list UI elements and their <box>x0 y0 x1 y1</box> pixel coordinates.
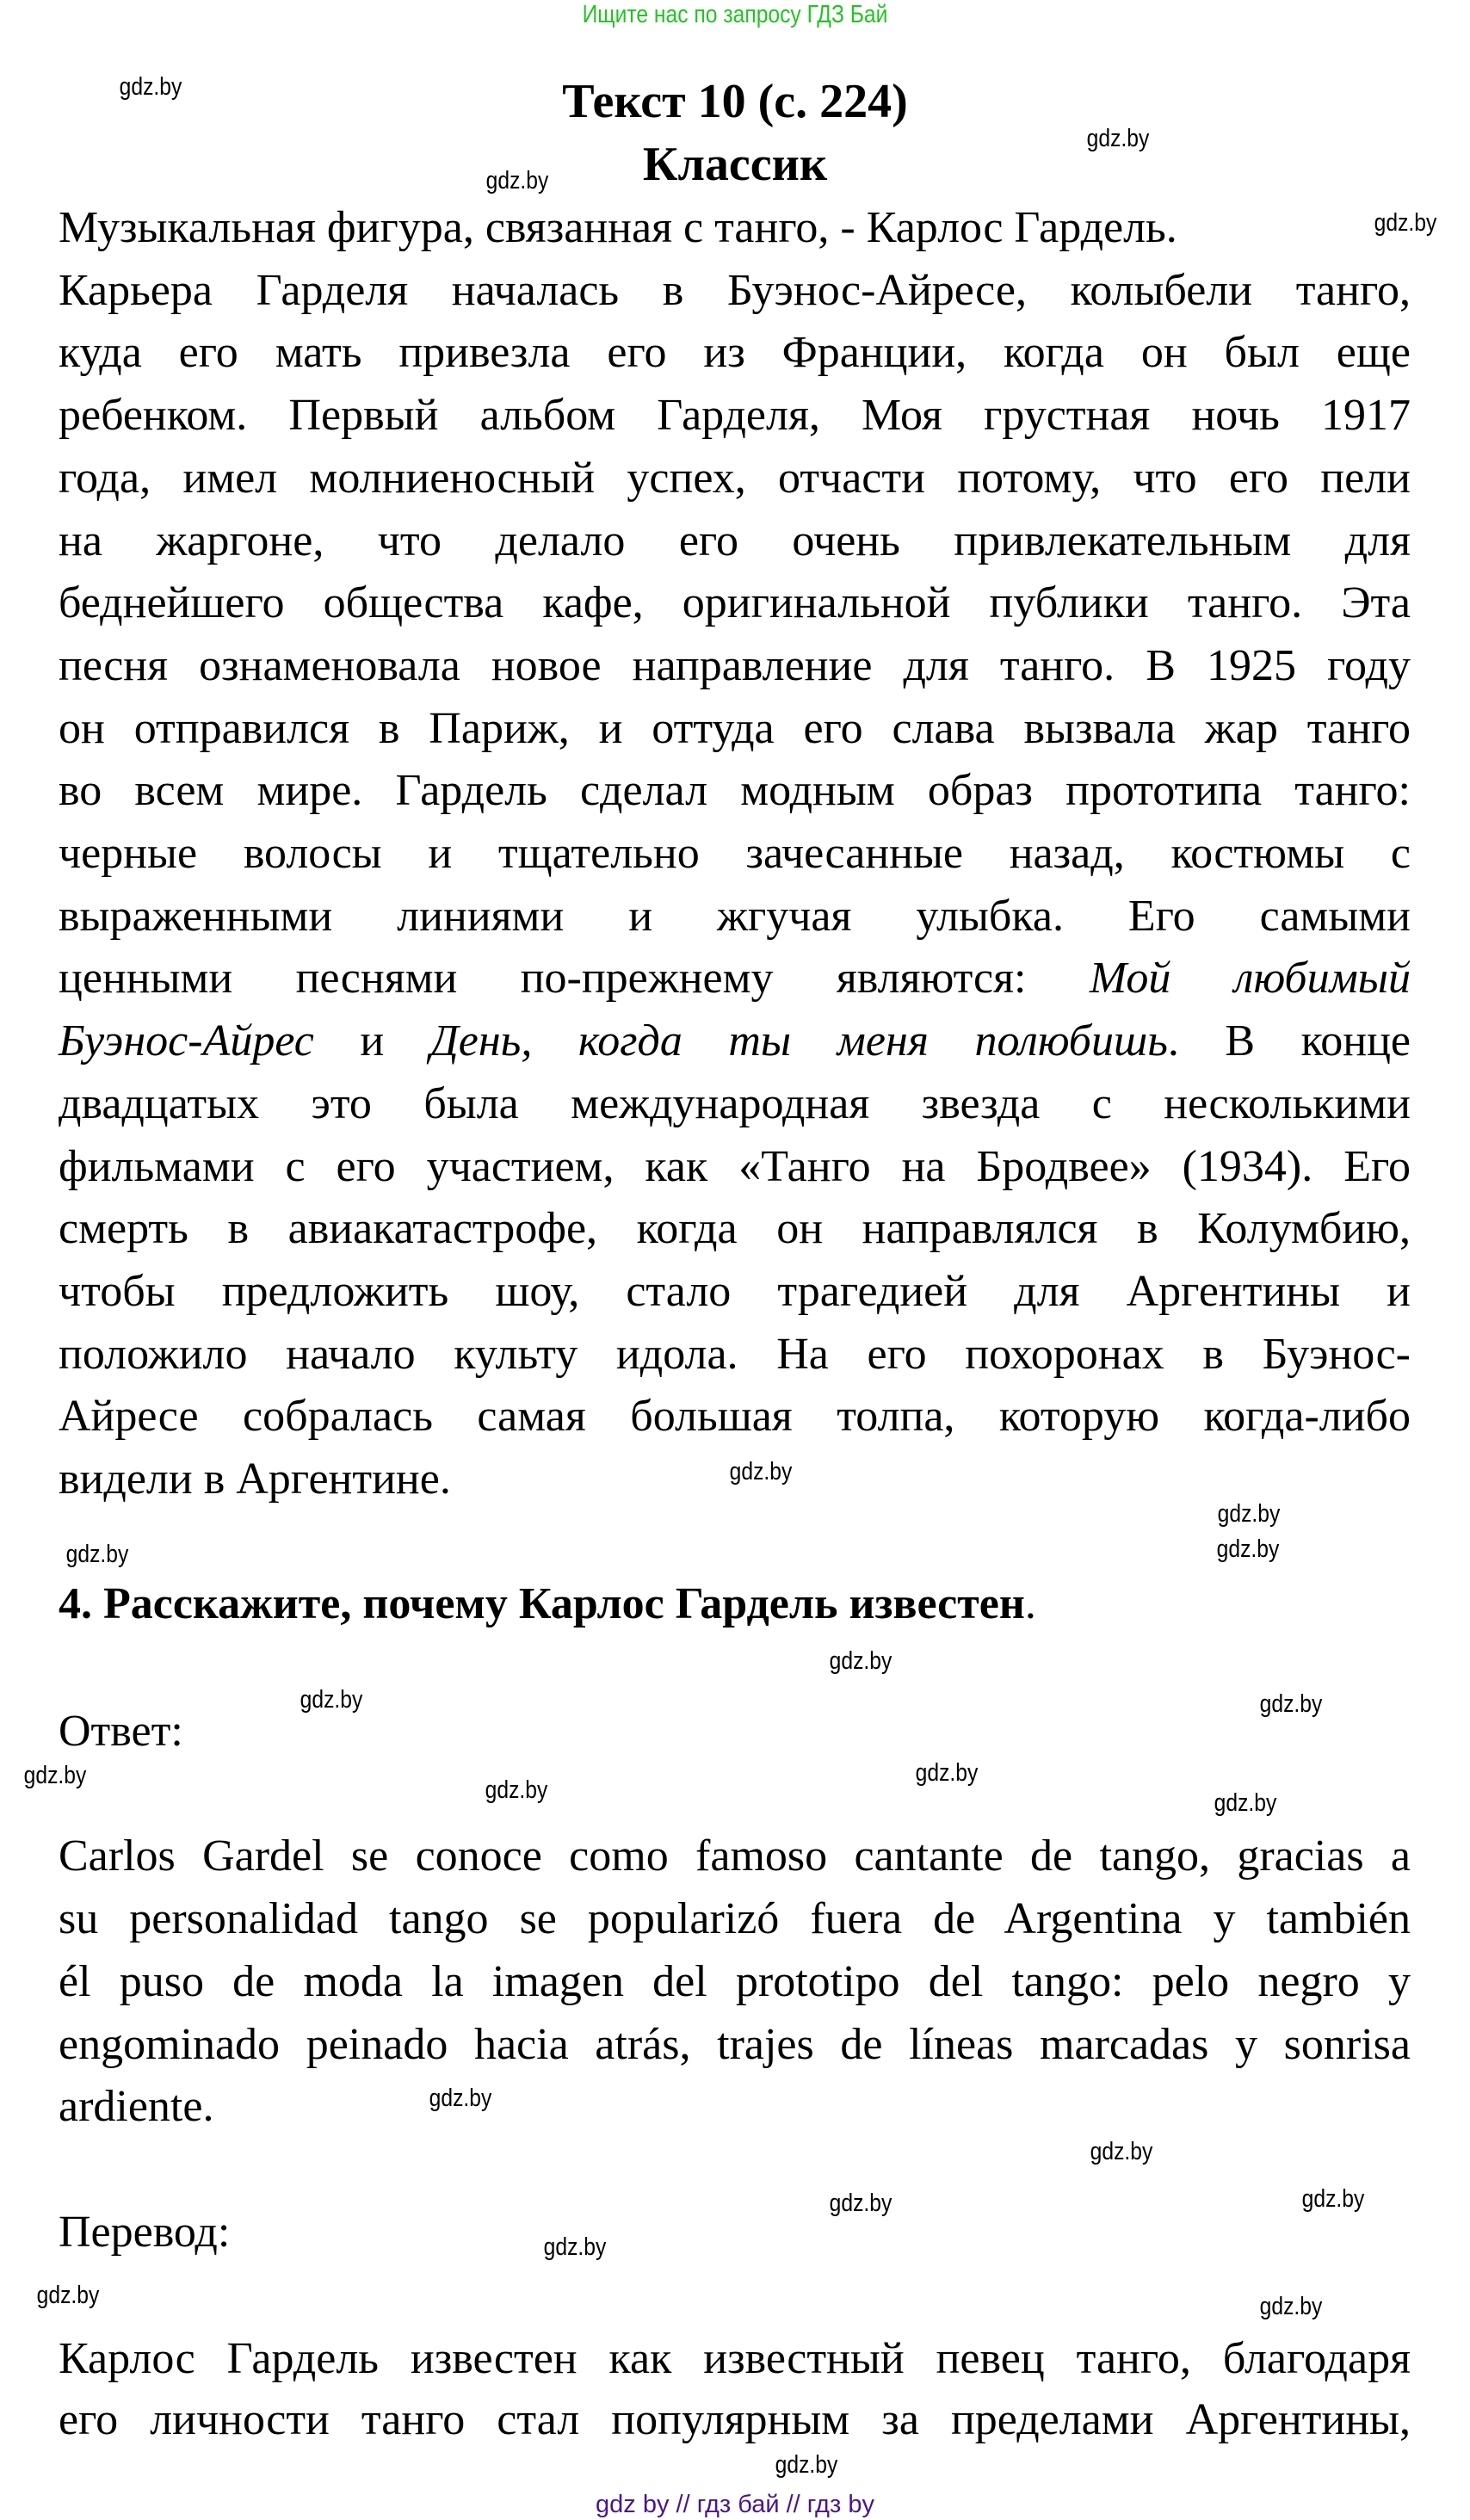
text-segment: Карьера Гарделя началась в Буэнос-Айресе, колыбели танго, <box>59 265 1411 315</box>
paragraph-line <box>59 1265 1411 1319</box>
watermark-text: gdz.by <box>1374 209 1437 237</box>
watermark-text: gdz.by <box>1301 2185 1365 2213</box>
watermark-text: gdz.by <box>775 2451 838 2479</box>
text-segment: Карлос Гардель известен как известный певец танго, благодаря <box>59 2334 1411 2383</box>
footer-links[interactable]: gdz by // гдз бай // гдз by <box>596 2491 874 2518</box>
text-segment: во всем мире. Гардель сделал модным образ прототипа танго: <box>59 766 1411 816</box>
watermark-text: gdz.by <box>1214 1789 1277 1817</box>
answer-line <box>59 1830 1411 1883</box>
paragraph-line <box>59 764 1411 818</box>
watermark-text: gdz.by <box>300 1686 363 1714</box>
paragraph-line <box>59 952 1411 1005</box>
paragraph-line <box>59 264 1411 318</box>
paragraph-line <box>59 827 1411 880</box>
text-segment: и <box>313 1016 430 1066</box>
watermark-text: gdz.by <box>915 1759 979 1787</box>
italic-title-text: День, когда ты меня полюбишь <box>429 1016 1168 1066</box>
paragraph-line <box>59 515 1411 568</box>
text-segment: su personalidad tango se popularizó fuera de Argentina y también <box>59 1894 1411 1943</box>
paragraph-line <box>59 1202 1411 1256</box>
watermark-text: gdz.by <box>429 2085 492 2112</box>
italic-title-text: Мой любимый <box>1089 954 1411 1004</box>
search-banner[interactable]: Ищите нас по запросу ГДЗ Бай <box>582 1 888 28</box>
paragraph-line <box>59 1390 1411 1443</box>
paragraph-line <box>59 1328 1411 1381</box>
watermark-text: gdz.by <box>1217 1500 1281 1528</box>
text-subtitle: Классик <box>642 138 828 191</box>
watermark-text: gdz.by <box>1086 125 1150 152</box>
text-segment: Айресе собралась самая большая толпа, которую когда-либо <box>59 1392 1411 1442</box>
text-segment: смерть в авиакатастрофе, когда он направлялся в Колумбию, <box>59 1204 1411 1254</box>
text-segment: engominado peinado hacia atrás, trajes de líneas marcadas y sonrisa <box>59 2020 1411 2069</box>
text-segment: чтобы предложить шоу, стало трагедией для Аргентины и <box>59 1266 1411 1316</box>
paragraph-line <box>59 1453 451 1506</box>
watermark-text: gdz.by <box>1259 1690 1323 1718</box>
text-segment: Музыкальная фигура, связанная с танго, - Карлос Гардель. <box>59 203 1177 252</box>
text-segment: на жаргоне, что делало его очень привлекательным для <box>59 516 1411 565</box>
text-segment: беднейшего общества кафе, оригинальной публики танго. Эта <box>59 578 1411 628</box>
paragraph-line <box>59 1015 1411 1068</box>
answer-line <box>59 1893 1411 1946</box>
paragraph-line <box>59 1078 1411 1131</box>
text-segment: куда его мать привезла его из Франции, когда он был еще <box>59 328 1411 378</box>
watermark-text: gdz.by <box>485 1776 548 1804</box>
text-segment: песня ознаменовала новое направление для танго. В 1925 году <box>59 640 1411 690</box>
text-segment: его личности танго стал популярным за пределами Аргентины, <box>59 2395 1411 2444</box>
watermark-text: gdz.by <box>485 167 549 195</box>
text-segment: ardiente. <box>59 2082 214 2131</box>
text-segment: ценными песнями по-прежнему являются: <box>59 954 1090 1004</box>
answer-label <box>59 1705 183 1758</box>
text-segment: . <box>1024 1579 1036 1628</box>
watermark-text: gdz.by <box>829 2190 892 2217</box>
text-segment: ребенком. Первый альбом Гарделя, Моя грустная ночь 1917 <box>59 391 1411 441</box>
answer-line <box>59 1955 1411 2009</box>
paragraph-line <box>59 201 1177 255</box>
watermark-text: gdz.by <box>65 1541 129 1568</box>
paragraph-line <box>59 639 1411 693</box>
text-segment: положило начало культу идола. На его похоронах в Буэнос- <box>59 1329 1411 1379</box>
text-segment: выраженными линиями и жгучая улыбка. Его самыми <box>59 891 1411 941</box>
translation-line <box>59 2332 1411 2386</box>
paragraph-line <box>59 702 1411 756</box>
text-segment: года, имел молниеносный успех, отчасти потому, что его пели <box>59 453 1411 503</box>
watermark-text: gdz.by <box>119 73 182 101</box>
paragraph-line <box>59 326 1411 380</box>
italic-title-text: Буэнос-Айрес <box>59 1016 314 1066</box>
translation-line <box>59 2393 1411 2447</box>
watermark-text: gdz.by <box>543 2233 607 2261</box>
text-segment: él puso de moda la imagen del prototipo del tango: pelo negro y <box>59 1957 1411 2006</box>
answer-line <box>59 2018 1411 2072</box>
paragraph-line <box>59 452 1411 505</box>
text-segment: фильмами с его участием, как «Танго на Бродвее» (1934). Его <box>59 1141 1411 1191</box>
watermark-text: gdz.by <box>1259 2293 1323 2320</box>
text-segment: Перевод: <box>59 2208 231 2257</box>
paragraph-line <box>59 1140 1411 1194</box>
text-segment: двадцатых это была международная звезда с несколькими <box>59 1078 1411 1128</box>
watermark-text: gdz.by <box>23 1762 87 1789</box>
text-segment: видели в Аргентине. <box>59 1455 451 1504</box>
paragraph-line <box>59 577 1411 630</box>
paragraph-line <box>59 890 1411 943</box>
question-line <box>59 1578 1036 1631</box>
text-segment: черные волосы и тщательно зачесанные назад, костюмы с <box>59 829 1411 878</box>
watermark-text: gdz.by <box>1216 1535 1280 1563</box>
text-segment: Carlos Gardel se conoce como famoso cantante de tango, gracias a <box>59 1831 1411 1881</box>
watermark-text: gdz.by <box>729 1458 793 1485</box>
paragraph-line <box>59 389 1411 442</box>
answer-line <box>59 2080 213 2134</box>
translation-label <box>59 2206 230 2259</box>
text-segment: . В конце <box>1167 1016 1411 1066</box>
watermark-text: gdz.by <box>36 2282 100 2309</box>
text-segment: он отправился в Париж, и оттуда его слава вызвала жар танго <box>59 703 1411 753</box>
text-segment: Ответ: <box>59 1707 183 1756</box>
text-title: Текст 10 (с. 224) <box>562 75 908 128</box>
watermark-text: gdz.by <box>829 1647 892 1675</box>
bold-question-text: 4. Расскажите, почему Карлос Гардель известен <box>59 1579 1025 1628</box>
watermark-text: gdz.by <box>1090 2138 1153 2165</box>
